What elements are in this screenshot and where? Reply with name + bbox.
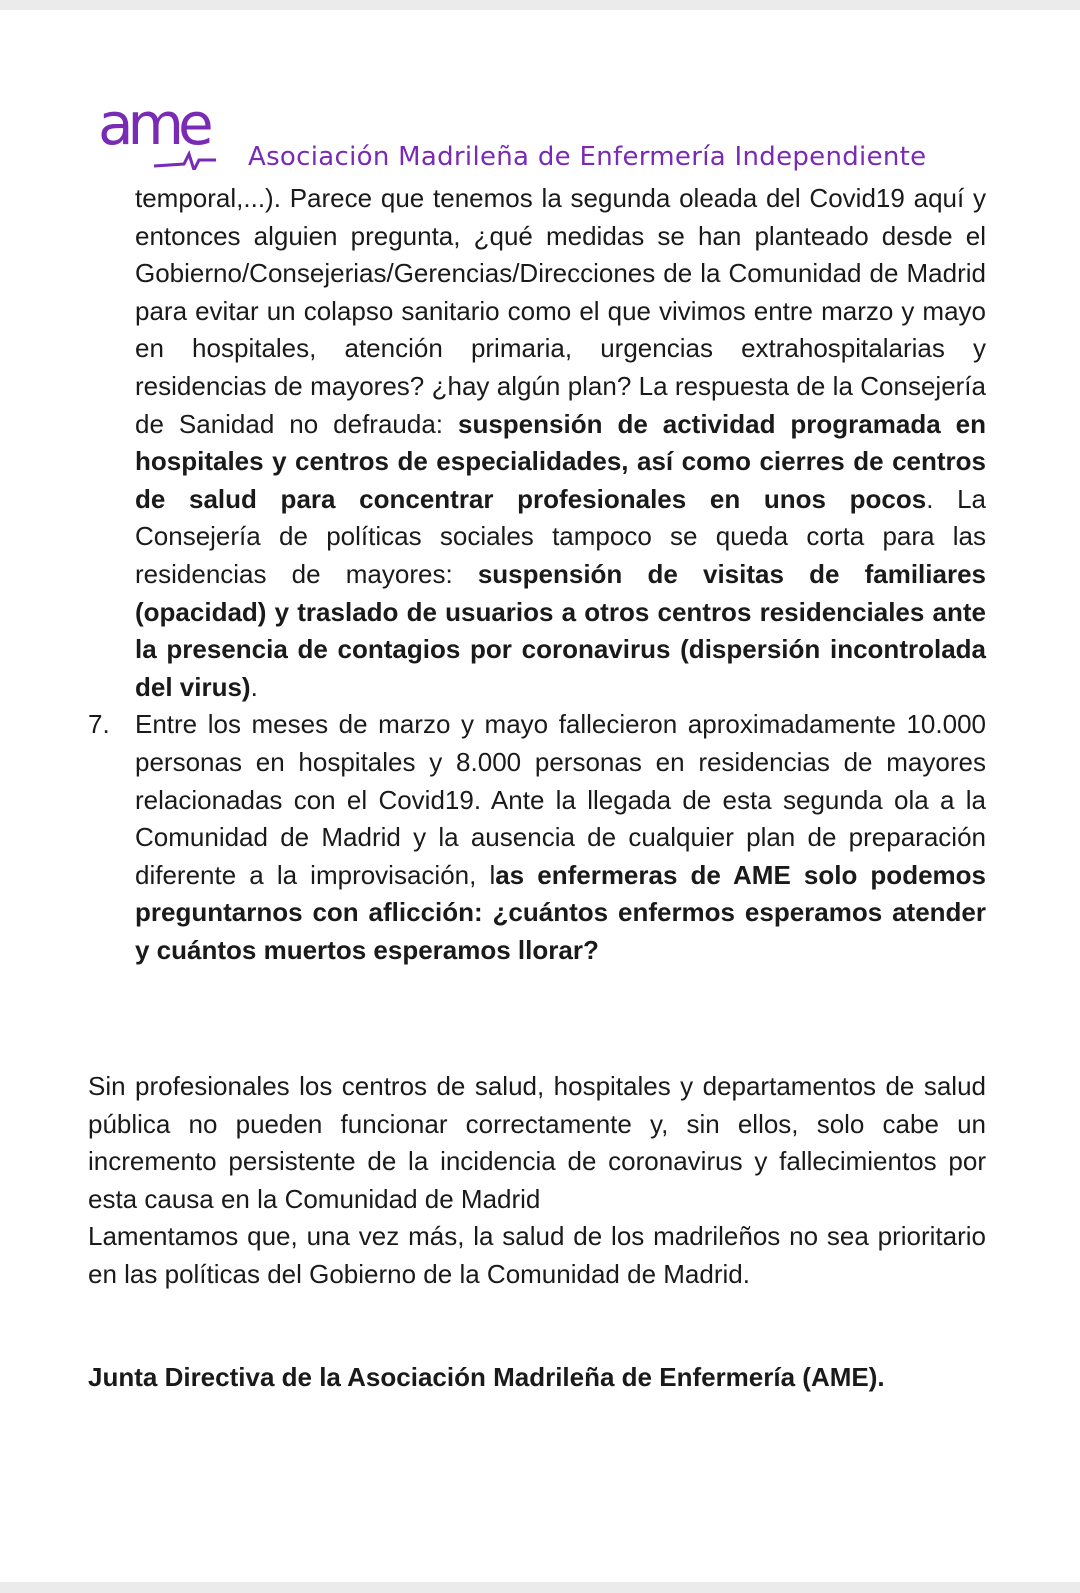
item6-bold-1: suspensión de actividad programada en hospitales y centros de especialidades, así como cierres de centros de salud para concentrar profesionales en unos pocos (135, 408, 986, 514)
closing-text-1: Sin profesionales los centros de salud, hospitales y departamentos de salud pública no pueden funcionar correctamente y, sin ellos, solo cabe un incremento persistente de la incidencia de coronavirus y fallecimientos por esta causa en la Comunidad de Madrid (88, 1071, 986, 1214)
item6-text-3: . (250, 671, 258, 702)
item6-text-1: temporal,...). Parece que tenemos la segunda oleada del Covid19 aquí y entonces alguien pregunta, ¿qué medidas se han planteado desde el Gobierno/Consejerias/Gerencias/Direcciones de la Comunidad de Madrid para evitar un colapso sanitario como el que vivimos entre marzo y mayo en hospitales, atención primaria, urgencias extrahospitalarias y residencias de mayores? ¿hay algún plan? La respuesta de la Consejería de Sanidad no defrauda: (135, 183, 986, 439)
ame-logo (98, 90, 248, 170)
list-item-6-continued (88, 180, 986, 706)
organization-name: Asociación Madrileña de Enfermería Independiente (248, 142, 927, 172)
signature: Junta Directiva de la Asociación Madrileña de Enfermería (AME). (88, 1362, 885, 1392)
list-item-7 (88, 706, 986, 969)
document-page (0, 10, 1080, 1582)
item7-bold-1: as enfermeras de AME solo podemos preguntarnos con aflicción: ¿cuántos enfermos esperamos atender y cuántos muertos esperamos llorar? (135, 859, 986, 965)
item7-text-1: Entre los meses de marzo y mayo fallecieron aproximadamente 10.000 personas en hospitales y 8.000 personas en residencias de mayores relacionadas con el Covid19. Ante la llegada de esta segunda ola a la Comunidad de Madrid y la ausencia de cualquier plan de preparación diferente a la improvisación, l (135, 709, 986, 890)
closing-text-2: Lamentamos que, una vez más, la salud de los madrileños no sea prioritario en las políticas del Gobierno de la Comunidad de Madrid. (88, 1221, 986, 1289)
ame-logo-text: ame (98, 90, 208, 158)
item6-bold-2: suspensión de visitas de familiares (opacidad) y traslado de usuarios a otros centros residenciales ante la presencia de contagios por coronavirus (dispersión incontrolada del virus) (135, 558, 986, 702)
numbered-list (88, 180, 986, 969)
list-number: 7. (88, 709, 110, 740)
item6-text-2: . La Consejería de políticas sociales tampoco se queda corta para las residencias de mayores: (135, 483, 986, 589)
closing-paragraph (88, 1068, 986, 1294)
